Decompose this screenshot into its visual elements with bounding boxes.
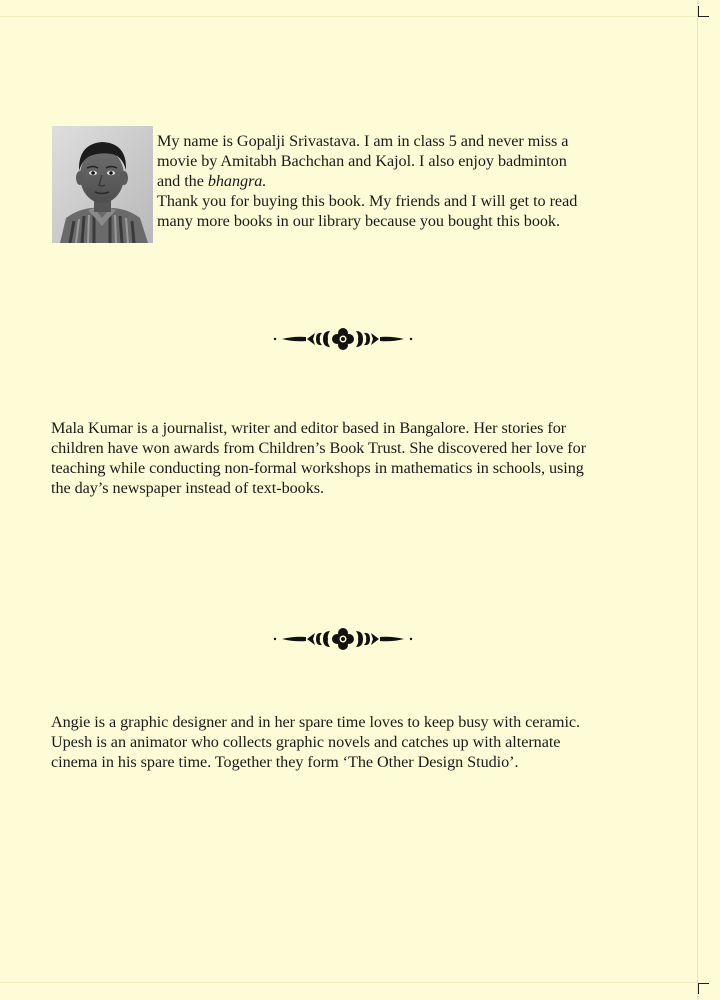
writer-bio-line: children have won awards from Children’s Book Trust. She discovered her love for (51, 439, 587, 457)
illustrator-bio-line: cinema in his spare time. Together they form ‘The Other Design Studio’. (51, 753, 519, 771)
illustrator-bio-line: Angie is a graphic designer and in her spare time loves to keep busy with ceramic. (51, 713, 581, 731)
child-portrait-photo (52, 126, 153, 243)
author-bio-line: many more books in our library because you bought this book. (157, 212, 560, 230)
crop-mark-bottom-right (698, 983, 709, 994)
author-bio-line: My name is Gopalji Srivastava. I am in class 5 and never miss a (157, 132, 569, 150)
author-bio-line (157, 171, 577, 191)
crop-mark-top-right (698, 6, 709, 17)
illustrator-bio (51, 712, 580, 772)
writer-bio (51, 418, 586, 498)
portrait-image (52, 126, 153, 243)
trim-line-right (697, 0, 698, 1000)
writer-bio-line: teaching while conducting non-formal workshops in mathematics in schools, using (51, 459, 584, 477)
trim-line-top (0, 16, 697, 17)
author-bio-line: movie by Amitabh Bachchan and Kajol. I also enjoy badminton (157, 152, 567, 170)
illustrator-bio-line: Upesh is an animator who collects graphic novels and catches up with alternate (51, 733, 561, 751)
author-bio-line: Thank you for buying this book. My friends and I will get to read (157, 192, 578, 210)
trim-line-bottom (0, 982, 697, 983)
writer-bio-line: the day’s newspaper instead of text-books. (51, 479, 325, 497)
author-bio (157, 131, 577, 231)
ornamental-flourish-icon (272, 325, 414, 353)
bhangra-italic: bhangra. (207, 172, 267, 190)
ornamental-flourish-icon (272, 625, 414, 653)
writer-bio-line: Mala Kumar is a journalist, writer and editor based in Bangalore. Her stories for (51, 419, 567, 437)
author-bio-line-prefix: and the (157, 172, 208, 190)
